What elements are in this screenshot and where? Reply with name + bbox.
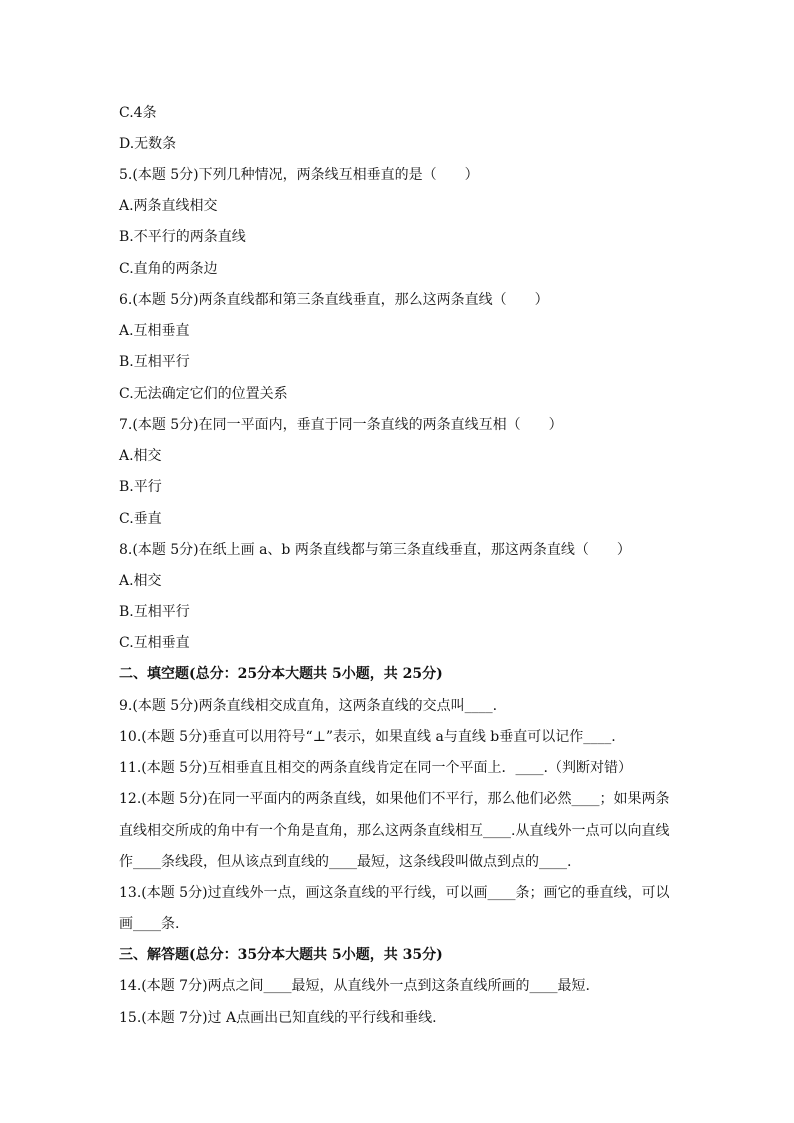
question-line: 11.(本题 5分)互相垂直且相交的两条直线肯定在同一个平面上．____.（判断对错） [119, 760, 632, 776]
question-continuation: 作____条线段，但从该点到直线的____最短，这条线段叫做点到点的____. [119, 854, 572, 870]
option-line: D.无数条 [119, 136, 177, 152]
question-line: 13.(本题 5分)过直线外一点，画这条直线的平行线，可以画____条；画它的垂直线，可以 [119, 885, 670, 901]
question-line: 9.(本题 5分)两条直线相交成直角，这两条直线的交点叫____. [119, 698, 498, 714]
question-line: 14.(本题 7分)两点之间____最短，从直线外一点到这条直线所画的____最短. [119, 978, 590, 994]
option-line: C.垂直 [119, 511, 162, 527]
question-line: 6.(本题 5分)两条直线都和第三条直线垂直，那么这两条直线（ ） [119, 292, 549, 308]
question-line: 10.(本题 5分)垂直可以用符号“⊥”表示，如果直线 a与直线 b垂直可以记作____. [119, 729, 616, 745]
question-continuation: 直线相交所成的角中有一个角是直角，那么这两条直线相互____.从直线外一点可以向直线 [119, 823, 670, 839]
option-line: A.互相垂直 [119, 323, 190, 339]
question-line: 8.(本题 5分)在纸上画 a、b 两条直线都与第三条直线垂直，那这两条直线（ ） [119, 542, 631, 558]
option-line: A.相交 [119, 448, 162, 464]
question-line: 15.(本题 7分)过 A点画出已知直线的平行线和垂线. [119, 1010, 437, 1026]
question-continuation: 画____条. [119, 916, 180, 932]
option-line: B.互相平行 [119, 354, 190, 370]
option-line: B.平行 [119, 479, 162, 495]
option-line: C.互相垂直 [119, 635, 190, 651]
question-line: 5.(本题 5分)下列几种情况，两条线互相垂直的是（ ） [119, 167, 479, 183]
question-line: 12.(本题 5分)在同一平面内的两条直线，如果他们不平行，那么他们必然____；如果两条 [119, 791, 670, 807]
section-heading-fill-in: 二、填空题(总分：25分本大题共 5小题，共 25分) [119, 666, 443, 682]
option-line: C.直角的两条边 [119, 261, 218, 277]
section-heading-answer: 三、解答题(总分：35分本大题共 5小题，共 35分) [119, 947, 443, 963]
option-line: B.不平行的两条直线 [119, 229, 246, 245]
option-line: C.4条 [119, 105, 157, 121]
option-line: C.无法确定它们的位置关系 [119, 386, 288, 402]
option-line: A.两条直线相交 [119, 198, 218, 214]
option-line: A.相交 [119, 573, 162, 589]
option-line: B.互相平行 [119, 604, 190, 620]
question-line: 7.(本题 5分)在同一平面内，垂直于同一条直线的两条直线互相（ ） [119, 417, 563, 433]
